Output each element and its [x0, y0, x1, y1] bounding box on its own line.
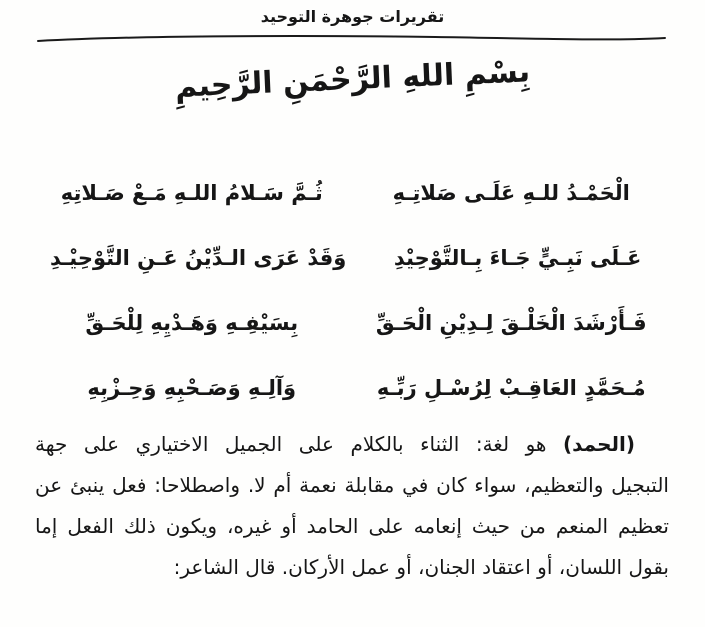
basmala-calligraphy: بِسْمِ اللهِ الرَّحْمَنِ الرَّحِيمِ	[174, 54, 531, 105]
verse-1-second-hemistich: ثُـمَّ سَـلامُ اللـهِ مَـعْ صَـلاتِهِ	[60, 181, 323, 205]
poem-block	[50, 178, 653, 438]
commentary-line-3: تعظيم المنعم من حيث إنعامه على الحامد أو غيره، ويكون ذلك الفعل إما	[35, 514, 669, 538]
verse-row-3	[50, 308, 653, 339]
commentary-lead-word: (الحمد)	[562, 432, 636, 456]
commentary-line-2: التبجيل والتعظيم، سواء كان في مقابلة نعمة أم لا. واصطلاحا: فعل ينبئ عن	[35, 473, 669, 497]
commentary-line-1	[35, 424, 669, 465]
verse-1-first-hemistich: الْحَمْـدُ للـهِ عَلَـى صَلاتِـهِ	[392, 181, 630, 205]
commentary-paragraph	[35, 424, 669, 588]
verse-2-first-hemistich: عَـلَى نَبِـيٍّ جَـاءَ بِـالتَّوْحِيْدِ	[393, 246, 642, 270]
verse-row-4	[50, 373, 653, 404]
verse-3-second-hemistich: بِسَيْفِـهِ وَهَـدْيِهِ لِلْحَـقِّ	[85, 311, 299, 335]
verse-4-second-hemistich: وَآلِـهِ وَصَـحْبِهِ وَحِـزْبِهِ	[87, 376, 297, 400]
header-divider-rule	[36, 33, 667, 45]
verse-row-2	[50, 243, 653, 274]
verse-row-1	[50, 178, 653, 209]
verse-3-first-hemistich: فَـأَرْشَدَ الْخَلْـقَ لِـدِيْنِ الْحَـقِّ	[375, 311, 647, 335]
verse-4-first-hemistich: مُـحَمَّدٍ العَاقِـبْ لِرُسْـلِ رَبِّـهِ	[376, 376, 646, 400]
commentary-line-1-text: هو لغة: الثناء بالكلام على الجميل الاختياري على جهة	[35, 432, 547, 456]
page-header-title: تقريرات جوهرة التوحيد	[260, 7, 445, 26]
commentary-line-4: بقول اللسان، أو اعتقاد الجنان، أو عمل الأركان. قال الشاعر:	[173, 555, 669, 579]
verse-2-second-hemistich: وَقَدْ عَرَى الـدِّيْنُ عَـنِ التَّوْحِيْـدِ	[50, 246, 347, 270]
